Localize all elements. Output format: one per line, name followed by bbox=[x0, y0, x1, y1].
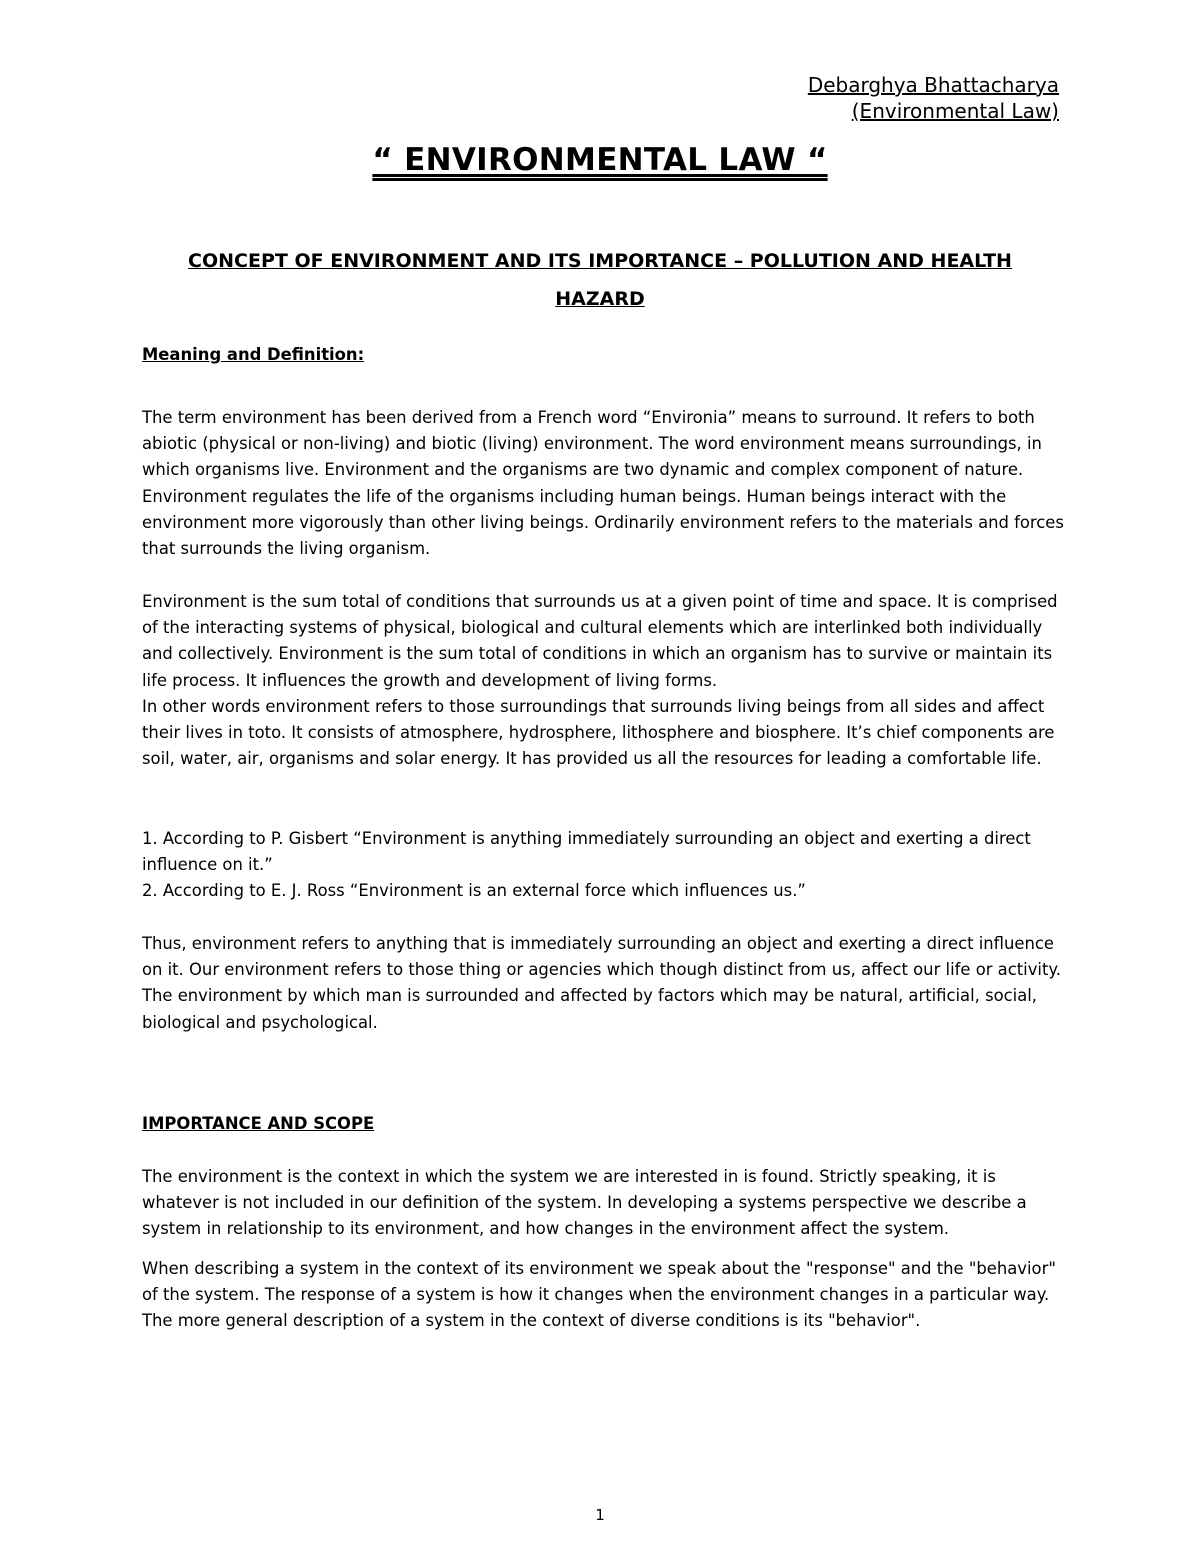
section-heading-line-2: HAZARD bbox=[555, 288, 645, 310]
author-name: Debarghya Bhattacharya bbox=[807, 73, 1059, 97]
paragraph-text: The environment is the context in which the system we are interested in is found. Strictly speaking, it is whatever is not included in our definition of the system. In developing a systems perspective we describe a system in relationship to its environment, and how changes in the environment affect the system. bbox=[142, 1167, 1027, 1239]
section-heading-line-1: CONCEPT OF ENVIRONMENT AND ITS IMPORTANCE – POLLUTION AND HEALTH bbox=[188, 250, 1012, 272]
importance-paragraph-1 bbox=[142, 1164, 1072, 1243]
page-number: 1 bbox=[595, 1506, 605, 1524]
document-title-container bbox=[0, 142, 1200, 178]
paragraph-text: In other words environment refers to those surroundings that surrounds living beings from all sides and affect their lives in toto. It consists of atmosphere, hydrosphere, lithosphere and biosphere. It’s chief components are soil, water, air, organisms and solar energy. It has provided us all the resources for leading a comfortable life. bbox=[142, 697, 1055, 769]
meaning-paragraph-3 bbox=[142, 694, 1072, 773]
meaning-paragraph-1 bbox=[142, 405, 1072, 562]
meaning-paragraph-2 bbox=[142, 589, 1072, 694]
author-subject: (Environmental Law) bbox=[851, 99, 1059, 123]
definition-text: 1. According to P. Gisbert “Environment is anything immediately surrounding an object and exerting a direct influence on it.” bbox=[142, 829, 1031, 875]
paragraph-text: The term environment has been derived from a French word “Environia” means to surround. It refers to both abiotic (physical or non-living) and biotic (living) environment. The word environment means surroundings, in which organisms live. Environment and the organisms are two dynamic and complex component of nature. Environment regulates the life of the organisms including human beings. Human beings interact with the environment more vigorously than other living beings. Ordinarily environment refers to the materials and forces that surrounds the living organism. bbox=[142, 408, 1064, 559]
importance-paragraph-2 bbox=[142, 1256, 1072, 1335]
paragraph-text: When describing a system in the context of its environment we speak about the "response" and the "behavior" of the system. The response of a system is how it changes when the environment changes in a particular way. The more general description of a system in the context of diverse conditions is its "behavior". bbox=[142, 1259, 1056, 1331]
section-heading bbox=[0, 242, 1200, 318]
importance-heading: IMPORTANCE AND SCOPE bbox=[142, 1114, 375, 1133]
meaning-heading: Meaning and Definition: bbox=[142, 345, 365, 364]
paragraph-text: Environment is the sum total of conditions that surrounds us at a given point of time and space. It is comprised of the interacting systems of physical, biological and cultural elements which are interlinked both individually and collectively. Environment is the sum total of conditions in which an organism has to survive or maintain its life process. It influences the growth and development of living forms. bbox=[142, 592, 1058, 690]
author-header bbox=[808, 72, 1059, 124]
definition-text: 2. According to E. J. Ross “Environment is an external force which influences us.” bbox=[142, 881, 806, 900]
definition-2 bbox=[142, 878, 1072, 904]
paragraph-text: Thus, environment refers to anything that is immediately surrounding an object and exerting a direct influence on it. Our environment refers to those thing or agencies which though distinct from us, affect our life or activity. The environment by which man is surrounded and affected by factors which may be natural, artificial, social, biological and psychological. bbox=[142, 934, 1061, 1032]
document-title: “ ENVIRONMENTAL LAW “ bbox=[372, 142, 828, 178]
definition-1 bbox=[142, 826, 1072, 878]
meaning-paragraph-4 bbox=[142, 931, 1072, 1036]
